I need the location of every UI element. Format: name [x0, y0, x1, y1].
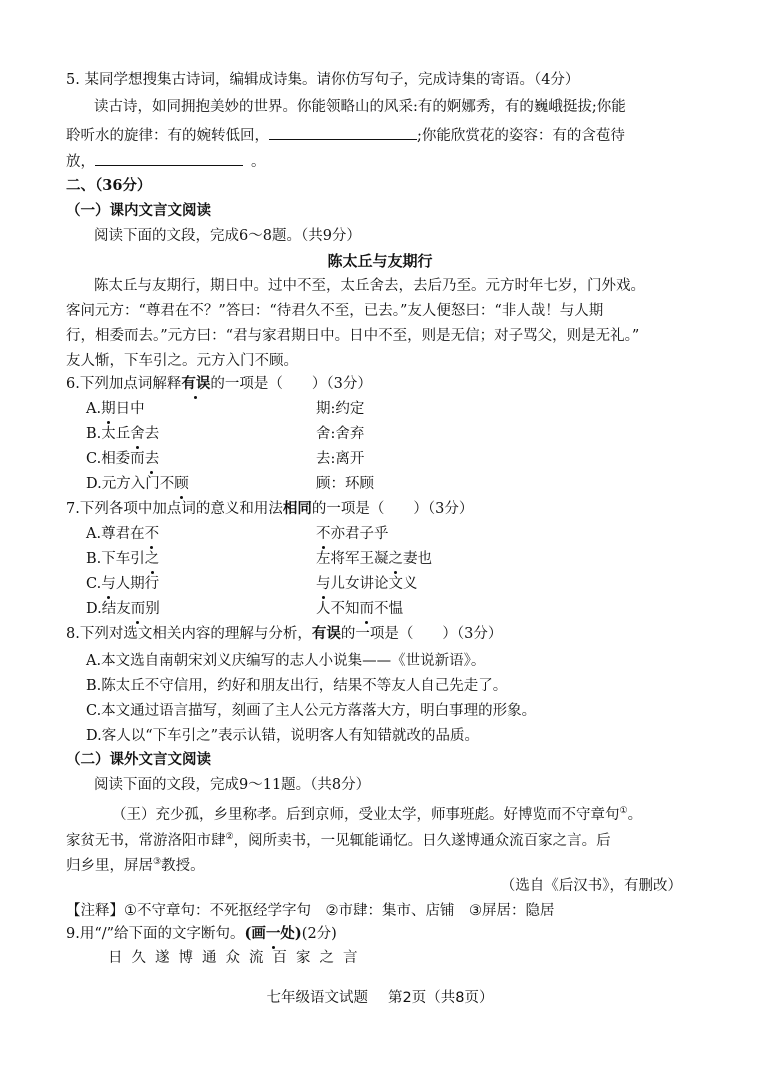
option-letter: C. — [86, 576, 102, 592]
q8-stem — [66, 624, 502, 644]
q5-line-2-a: 聆听水的旋律：有的婉转低回， — [66, 128, 269, 144]
q6-option-b[interactable]: B.太丘舍去 — [86, 426, 160, 442]
q9-stem-a: 9.用“/”给下面的文字断句。 — [66, 926, 245, 942]
q6-stem-b: 的一项是（ ）（3分） — [210, 376, 372, 392]
dotted-word: 舍 — [130, 426, 145, 442]
dotted-word: 而 — [359, 601, 374, 617]
q5-line-3-b: 。 — [251, 154, 266, 170]
passage-line-1: 陈太丘与友期行，期日中。过中不至，太丘舍去，去后乃至。元方时年七岁，门外戏。 — [94, 278, 645, 294]
q7-stem-b: 的一项是（ ）（3分） — [311, 501, 474, 517]
q6-gloss-b: 舍:舍弃 — [316, 426, 365, 442]
q7-option-d-left[interactable]: D.结友而别 — [86, 601, 160, 617]
option-letter: B. — [86, 551, 102, 567]
q6-gloss-d: 顾：环顾 — [316, 476, 374, 492]
passage-title: 陈太丘与友期行 — [327, 252, 433, 270]
q7-option-a-left[interactable]: A.尊君在不 — [86, 526, 160, 542]
q9-sentence[interactable]: 日久遂博通众流百家之言 — [108, 950, 367, 966]
q9-stem — [66, 924, 337, 944]
dotted-word: 一 — [265, 925, 281, 942]
q7-stem — [66, 499, 473, 519]
q6-gloss-c: 去:离开 — [316, 451, 365, 467]
annotations: 【注释】①不守章句：不死抠经学字句 ②市肆：集市、店铺 ③屏居：隐居 — [66, 903, 555, 919]
option-letter: D. — [86, 601, 102, 617]
q6-stem-a: 6.下列加点词解释 — [66, 376, 182, 392]
q5-stem: 5. 某同学想搜集古诗词，编辑成诗集。请你仿写句子，完成诗集的寄语。（4分） — [66, 72, 580, 88]
q7-option-d-right: 人不知而不愠 — [316, 601, 403, 617]
passage-line-2: 客问元方：“尊君在不？”答曰：“待君久不至，已去。”友人便怒曰：“非人哉！与人期 — [66, 303, 604, 319]
q7-option-c-right: 与儿女讲论文义 — [316, 576, 418, 592]
dotted-word: 不 — [144, 526, 160, 542]
q8-stem-b: 的一项是（ ）（3分） — [340, 626, 503, 642]
q6-option-d[interactable]: D.元方入门不顾 — [86, 476, 189, 492]
part-1-intro: 阅读下面的文段，完成6～8题。（共9分） — [94, 228, 361, 244]
q6-option-a[interactable]: A.期日中 — [86, 401, 145, 417]
q8-option-c[interactable]: C.本文通过语言描写，刻画了主人公元方落落大方，明白事理的形象。 — [86, 703, 537, 719]
q5-blank-1[interactable] — [269, 124, 417, 140]
q6-stem-emphasis: 有误 — [181, 375, 211, 392]
extra-passage-line-3: 归乡里，屏居③教授。 — [66, 857, 205, 874]
dotted-word: 与 — [316, 576, 331, 592]
q7-stem-emphasis: 相同 — [282, 500, 312, 517]
passage-line-3: 行，相委而去。”元方曰：“君与家君期日中。日中不至，则是无信；对子骂父，则是无礼。” — [66, 328, 640, 344]
q8-option-a[interactable]: A.本文选自南朝宋刘义庆编写的志人小说集——《世说新语》。 — [86, 653, 486, 669]
dotted-word: 顾 — [174, 476, 189, 492]
dotted-word: 之 — [388, 551, 403, 567]
q9-stem-emphasis: (画一处) — [244, 925, 302, 942]
option-letter: A. — [86, 401, 102, 417]
q5-line-3-a: 放， — [66, 154, 95, 170]
section-2-header: 二、（36分） — [66, 177, 152, 194]
q7-option-c-left[interactable]: C.与人期行 — [86, 576, 160, 592]
extra-passage-line-2: 家贫无书，常游洛阳市肆②，阅所卖书，一见辄能诵忆。日久遂博通众流百家之言。后 — [66, 832, 611, 849]
q9-stem-b: (2分) — [301, 926, 337, 942]
q8-option-b[interactable]: B.陈太丘不守信用，约好和朋友出行，结果不等友人自己先走了。 — [86, 678, 508, 694]
part-1-header: （一）课内文言文阅读 — [66, 202, 211, 219]
q5-line-3 — [66, 150, 266, 172]
option-letter: C. — [86, 451, 102, 467]
dotted-word: 之 — [144, 551, 160, 567]
footnote-marker-1: ① — [619, 806, 628, 816]
dotted-word: 不 — [316, 526, 331, 542]
q7-option-b-right: 左将军王凝之妻也 — [316, 551, 432, 567]
option-letter: A. — [86, 526, 102, 542]
q8-stem-a: 8.下列对选文相关内容的理解与分析， — [66, 626, 312, 642]
q5-line-2-b: ;你能欣赏花的姿容：有的含苞待 — [417, 128, 625, 144]
part-2-header: （二）课外文言文阅读 — [66, 751, 211, 768]
option-letter: D. — [86, 476, 102, 492]
q8-option-d[interactable]: D.客人以“下车引之”表示认错，说明客人有知错就改的品质。 — [86, 728, 480, 744]
passage-source: （选自《后汉书》，有删改） — [500, 878, 682, 894]
q7-stem-a: 7.下列各项中加点词的意义和用法 — [66, 501, 283, 517]
q6-stem — [66, 374, 372, 394]
q5-blank-2[interactable] — [95, 150, 243, 166]
footer-page-number: 第2页（共8页） — [388, 990, 494, 1006]
q6-option-c[interactable]: C.相委而去 — [86, 451, 160, 467]
footnote-marker-3: ③ — [153, 857, 162, 867]
extra-passage-line-1: （王）充少孤，乡里称孝。后到京师，受业太学，师事班彪。好博览而不守章句①。 — [112, 806, 643, 823]
page-footer — [0, 988, 760, 1008]
passage-line-4: 友人惭，下车引之。元方入门不顾。 — [66, 353, 298, 369]
q6-gloss-a: 期:约定 — [316, 401, 365, 417]
q5-line-1: 读古诗，如同拥抱美妙的世界。你能领略山的风采:有的婀娜秀，有的巍峨挺拔;你能 — [94, 99, 626, 115]
dotted-word: 去 — [144, 451, 160, 467]
footer-label: 七年级语文试题 — [266, 990, 369, 1006]
footnote-marker-2: ② — [225, 832, 234, 842]
part-2-intro: 阅读下面的文段，完成9～11题。（共8分） — [94, 777, 371, 793]
q5-line-2 — [66, 124, 625, 146]
option-letter: B. — [86, 426, 102, 442]
q7-option-b-left[interactable]: B.下车引之 — [86, 551, 160, 567]
dotted-word: 而 — [130, 601, 146, 617]
q7-option-a-right: 不亦君子乎 — [316, 526, 389, 542]
dotted-word: 期 — [101, 401, 116, 417]
dotted-word: 与 — [101, 576, 116, 592]
q8-stem-emphasis: 有误 — [311, 625, 341, 642]
